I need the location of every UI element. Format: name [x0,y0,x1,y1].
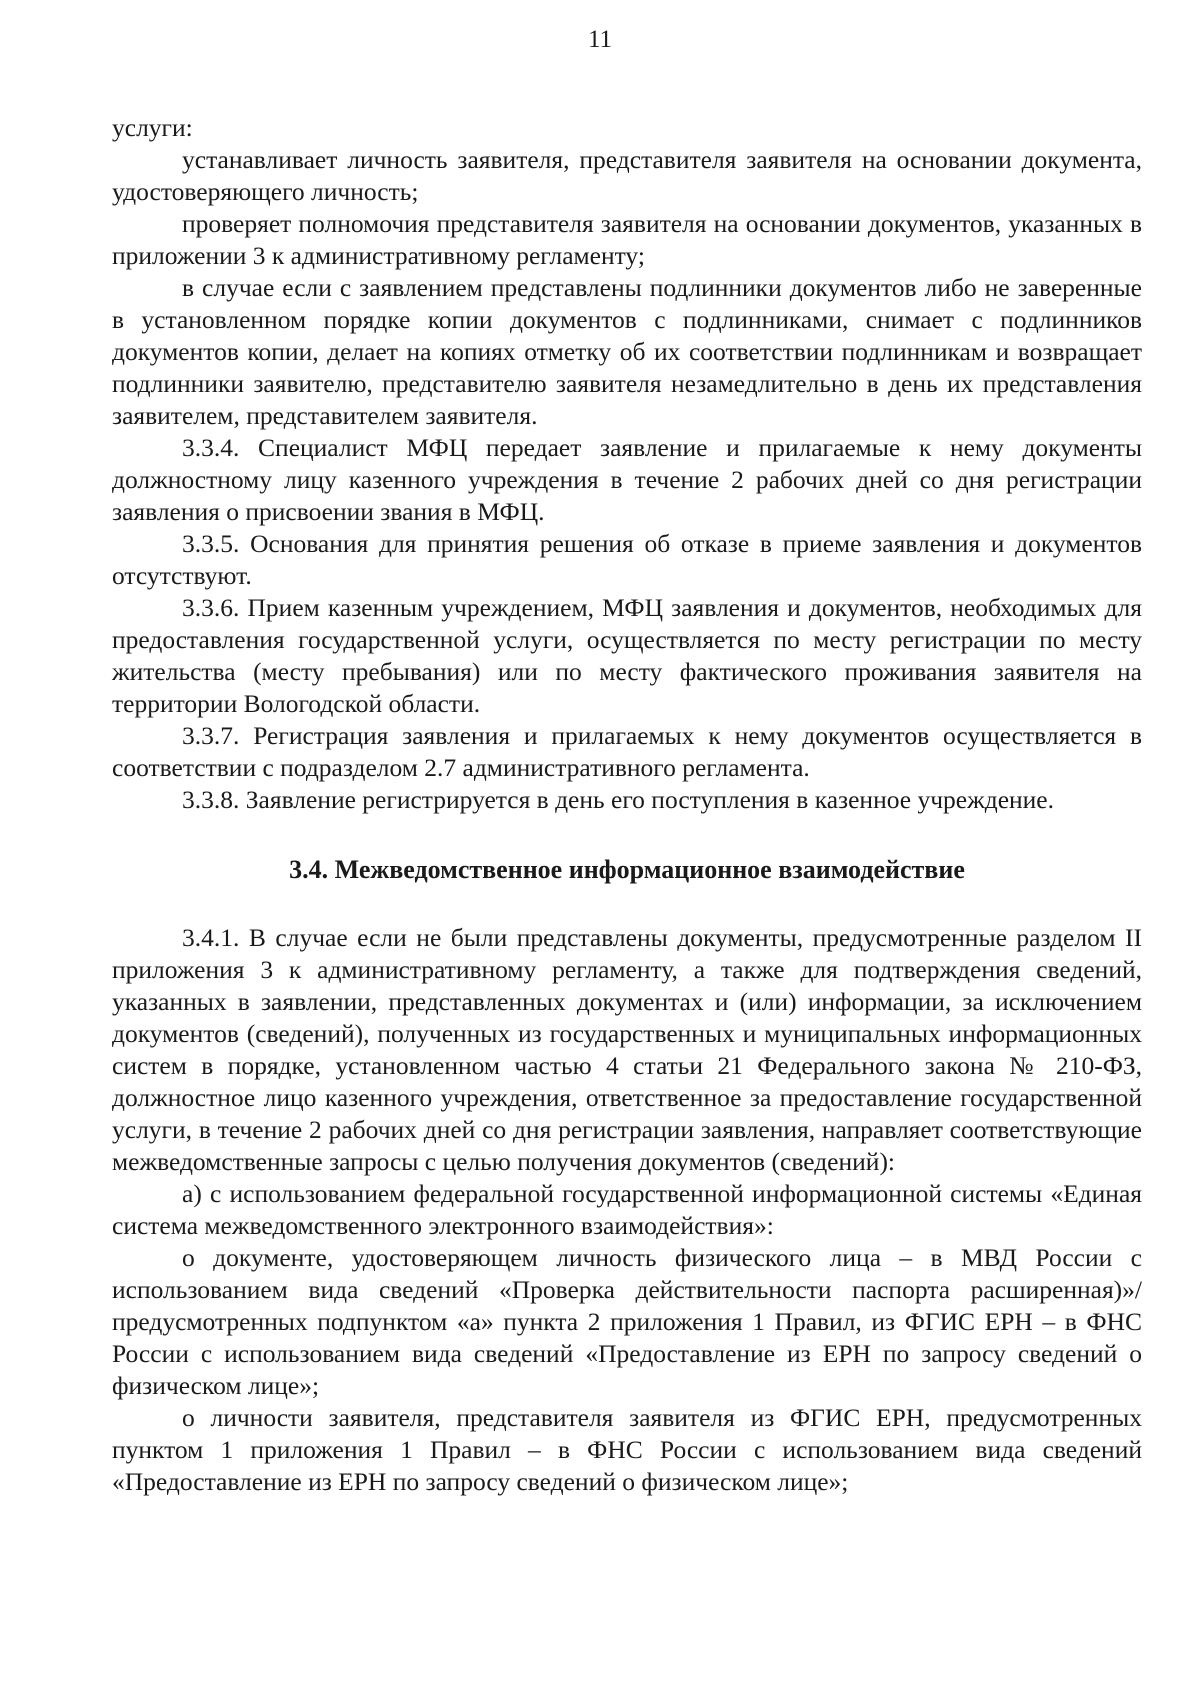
paragraph: 3.3.8. Заявление регистрируется в день его поступления в казенное учреждение. [182,785,1055,814]
paragraph: 3.3.7. Регистрация заявления и прилагаемых к нему документов осуществляется в соответствии с подразделом 2.7 административного регламента. [112,721,1142,782]
paragraph: о документе, удостоверяющем личность физического лица – в МВД России с использованием вида сведений «Проверка действительности паспорта расширенная)»/предусмотренных подпунктом «а» пункта 2 приложения 1 Правил, из ФГИС ЕРН – в ФНС России с использованием вида сведений «Предоставление из ЕРН по запросу сведений о физическом лице»; [112,1243,1142,1400]
paragraph: 3.4.1. В случае если не были представлены документы, предусмотренные разделом II приложения 3 к административному регламенту, а также для подтверждения сведений, указанных в заявлении, представленных документах и (или) информации, за исключением документов (сведений), полученных из государственных и муниципальных информационных систем в порядке, установленном частью 4 статьи 21 Федерального закона № 210-ФЗ, должностное лицо казенного учреждения, ответственное за предоставление государственной услуги, в течение 2 рабочих дней со дня регистрации заявления, направляет соответствующие межведомственные запросы с целью получения документов (сведений): [112,923,1142,1176]
paragraph: проверяет полномочия представителя заявителя на основании документов, указанных в приложении 3 к административному регламенту; [112,209,1142,270]
paragraph: 3.3.6. Прием казенным учреждением, МФЦ заявления и документов, необходимых для предоставления государственной услуги, осуществляется по месту регистрации по месту жительства (месту пребывания) или по месту фактического проживания заявителя на территории Вологодской области. [112,593,1142,718]
page-number: 11 [587,26,613,53]
paragraph: 3.3.5. Основания для принятия решения об отказе в приеме заявления и документов отсутствуют. [112,529,1142,590]
paragraph: в случае если с заявлением представлены подлинники документов либо не заверенные в установленном порядке копии документов с подлинниками, снимает с подлинников документов копии, делает на копиях отметку об их соответствии подлинникам и возвращает подлинники заявителю, представителю заявителя незамедлительно в день их представления заявителем, представителем заявителя. [112,273,1142,430]
section-heading: 3.4. Межведомственное информационное взаимодействие [289,855,965,884]
paragraph: а) с использованием федеральной государственной информационной системы «Единая система межведомственного электронного взаимодействия»: [112,1179,1142,1240]
paragraph: 3.3.4. Специалист МФЦ передает заявление и прилагаемые к нему документы должностному лицу казенного учреждения в течение 2 рабочих дней со дня регистрации заявления о присвоении звания в МФЦ. [112,433,1142,526]
paragraph: услуги: [112,113,193,142]
paragraph: устанавливает личность заявителя, представителя заявителя на основании документа, удостоверяющего личность; [112,145,1142,206]
document-body [112,112,1142,1498]
paragraph: о личности заявителя, представителя заявителя из ФГИС ЕРН, предусмотренных пунктом 1 приложения 1 Правил – в ФНС России с использованием вида сведений «Предоставление из ЕРН по запросу сведений о физическом лице»; [112,1403,1142,1496]
